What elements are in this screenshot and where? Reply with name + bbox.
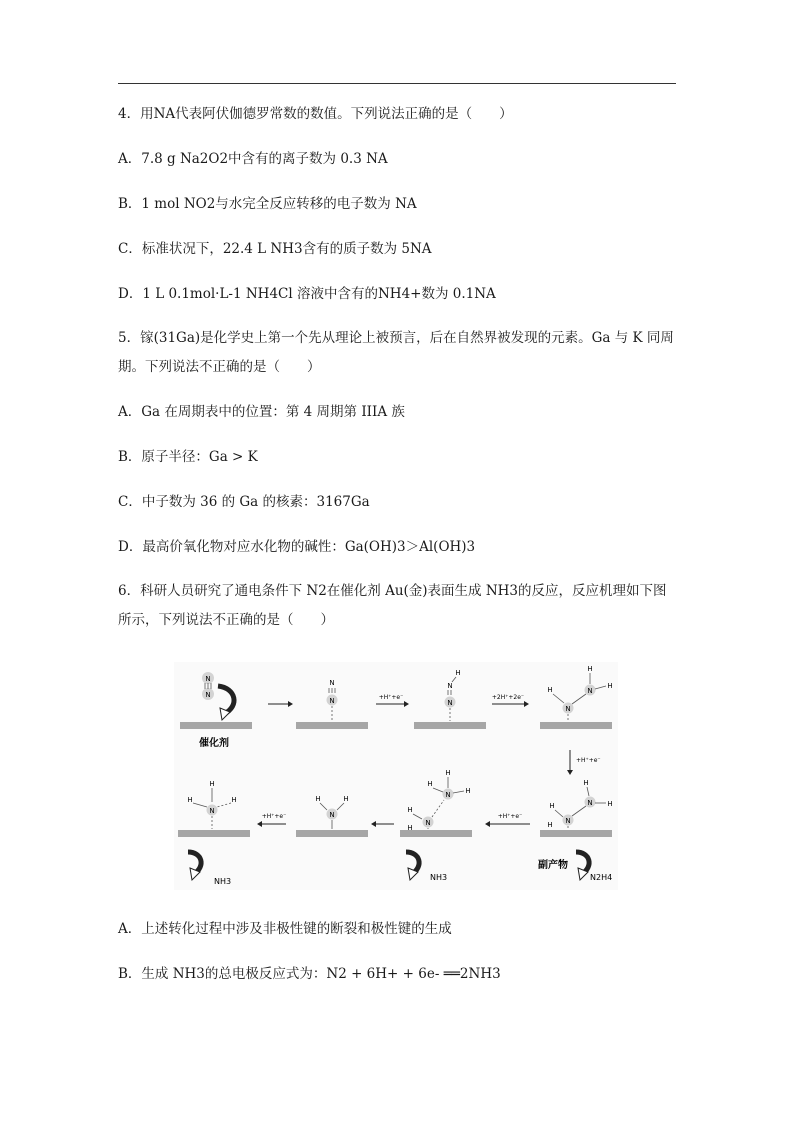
svg-text:H: H bbox=[607, 682, 613, 690]
question-4-option-c: C．标准状况下，22.4 L NH3含有的质子数为 5NA bbox=[118, 241, 432, 257]
question-6-stem-line2: 所示，下列说法不正确的是（ ） bbox=[118, 612, 334, 628]
catalyst-surface bbox=[178, 830, 250, 837]
question-4-option-a: A．7.8 g Na2O2中含有的离子数为 0.3 NA bbox=[118, 151, 388, 167]
svg-text:N: N bbox=[329, 679, 335, 687]
byproduct-label: 副产物 bbox=[538, 860, 568, 871]
svg-text:H: H bbox=[583, 779, 589, 787]
question-5-option-c: C．中子数为 36 的 Ga 的核素：3167Ga bbox=[118, 494, 370, 510]
question-5-stem-line2: 期。下列说法不正确的是（ ） bbox=[118, 359, 321, 375]
catalyst-surface bbox=[296, 830, 368, 837]
svg-text:N: N bbox=[587, 799, 593, 807]
question-5-stem-line1: 5．镓(31Ga)是化学史上第一个先从理论上被预言，后在自然界被发现的元素。Ga 与 K 同周 bbox=[118, 330, 674, 346]
catalyst-label: 催化剂 bbox=[199, 738, 229, 749]
question-5-option-d: D．最高价氧化物对应水化物的碱性：Ga(OH)3＞Al(OH)3 bbox=[118, 539, 476, 555]
svg-text:N: N bbox=[587, 687, 593, 695]
step-label: +H⁺+e⁻ bbox=[261, 813, 287, 820]
n2h4-label: N2H4 bbox=[590, 873, 613, 882]
svg-text:H: H bbox=[407, 806, 413, 814]
svg-text:N: N bbox=[565, 817, 571, 825]
svg-text:H: H bbox=[547, 821, 553, 829]
reaction-mechanism-figure bbox=[174, 662, 618, 890]
svg-text:N: N bbox=[205, 675, 211, 683]
svg-text:N: N bbox=[329, 697, 335, 705]
nh3-label: NH3 bbox=[430, 873, 448, 882]
question-6-option-a: A．上述转化过程中涉及非极性键的断裂和极性键的生成 bbox=[118, 921, 452, 937]
question-4-option-d: D．1 L 0.1mol·L-1 NH4Cl 溶液中含有的NH4+数为 0.1NA bbox=[118, 286, 496, 302]
svg-text:N: N bbox=[425, 819, 431, 827]
svg-text:N: N bbox=[329, 811, 335, 819]
svg-text:N: N bbox=[447, 699, 453, 707]
svg-text:H: H bbox=[231, 796, 237, 804]
step-label: +H⁺+e⁻ bbox=[576, 757, 601, 764]
step-label: +H⁺+e⁻ bbox=[497, 813, 523, 820]
svg-text:N: N bbox=[447, 682, 453, 690]
svg-text:H: H bbox=[427, 780, 433, 788]
step-label: +H⁺+e⁻ bbox=[378, 694, 404, 701]
mechanism-diagram bbox=[174, 662, 618, 890]
svg-text:N: N bbox=[209, 807, 215, 815]
question-4-stem: 4．用NA代表阿伏伽德罗常数的数值。下列说法正确的是（ ） bbox=[118, 106, 513, 122]
svg-text:N: N bbox=[565, 705, 571, 713]
svg-text:H: H bbox=[445, 769, 451, 777]
svg-text:H: H bbox=[315, 795, 321, 803]
catalyst-surface bbox=[414, 722, 486, 729]
step-label: +2H⁺+2e⁻ bbox=[491, 694, 525, 701]
catalyst-surface bbox=[180, 722, 252, 729]
catalyst-surface bbox=[540, 722, 612, 729]
svg-text:H: H bbox=[343, 795, 349, 803]
header-rule bbox=[118, 83, 676, 84]
question-4-option-b: B．1 mol NO2与水完全反应转移的电子数为 NA bbox=[118, 196, 417, 212]
svg-text:H: H bbox=[209, 780, 215, 788]
question-5-option-a: A．Ga 在周期表中的位置：第 4 周期第 IIIA 族 bbox=[118, 404, 405, 420]
catalyst-surface bbox=[540, 830, 612, 837]
svg-text:H: H bbox=[547, 686, 553, 694]
question-6-option-b: B．生成 NH3的总电极反应式为：N2 + 6H+ + 6e- ══2NH3 bbox=[118, 966, 501, 982]
svg-text:H: H bbox=[465, 787, 471, 795]
question-5-option-b: B．原子半径：Ga > K bbox=[118, 449, 258, 465]
svg-text:H: H bbox=[455, 669, 461, 677]
question-6-stem-line1: 6．科研人员研究了通电条件下 N2在催化剂 Au(金)表面生成 NH3的反应，反应机理如下图 bbox=[118, 583, 667, 599]
svg-text:N: N bbox=[445, 791, 451, 799]
catalyst-surface bbox=[296, 722, 368, 729]
svg-text:H: H bbox=[587, 665, 593, 673]
nh3-label: NH3 bbox=[214, 877, 232, 886]
svg-text:H: H bbox=[607, 800, 613, 808]
svg-text:N: N bbox=[205, 691, 211, 699]
svg-text:H: H bbox=[549, 802, 555, 810]
svg-text:H: H bbox=[407, 824, 413, 832]
svg-text:H: H bbox=[187, 796, 193, 804]
